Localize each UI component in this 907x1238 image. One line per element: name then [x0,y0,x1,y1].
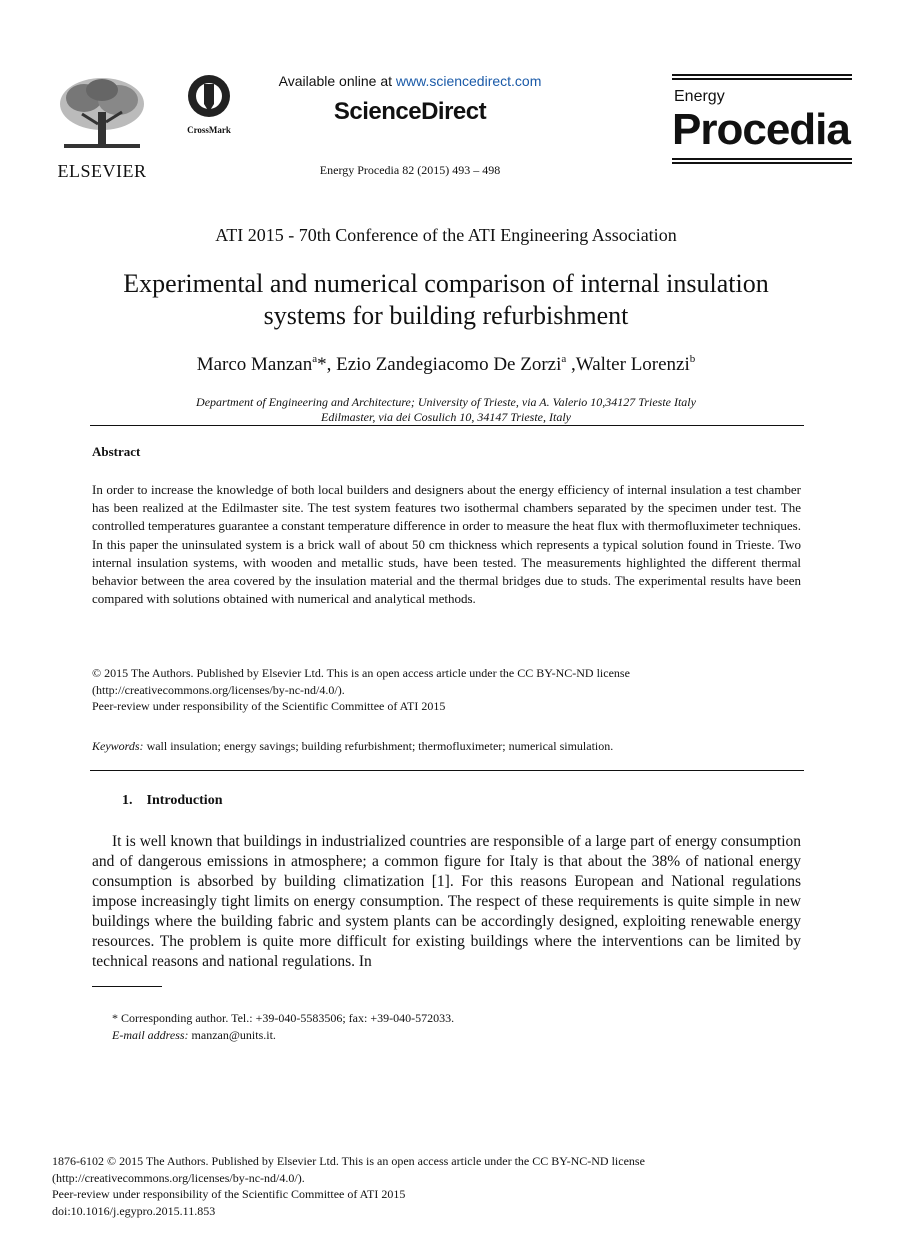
introduction-paragraph: It is well known that buildings in industrialized countries are responsible of a large part of energy consumption and of dangerous emissions in atmosphere; a common figure for Italy is that about the 38% of national energy consumption is absorbed by building climatization [1]. For this reasons European and National regulations impose increasingly tight limits on energy consumption. The respect of these requirements is quite simple in new buildings where the building fabric and system plants can be accordingly designed, exploiting renewable energy resources. The problem is quite more difficult for existing buildings where the interventions can be limited by technical reasons and national regulations. In [92,833,801,970]
journal-citation: Energy Procedia 82 (2015) 493 – 498 [319,163,501,177]
affiliation-a: Department of Engineering and Architecture; University of Trieste, via A. Valerio 10,34127 Trieste Italy [196,395,696,409]
author-affil-sup: a [561,353,567,365]
logo-top-bar [672,74,852,76]
section-title: Introduction [146,793,223,808]
energy-procedia-logo [672,74,852,166]
license-link[interactable]: (http://creativecommons.org/licenses/by-nc-nd/4.0/). [92,682,345,697]
available-prefix: Available online at [278,73,396,89]
author-list [90,353,802,376]
title-line-1: Experimental and numerical comparison of internal insulation [123,269,769,298]
logo-bottom-bar [672,158,852,160]
elsevier-logo [52,74,152,181]
conference-name: ATI 2015 - 70th Conference of the ATI Engineering Association [215,225,677,245]
logo-top-bar-2 [672,78,852,80]
abstract-heading: Abstract [92,444,141,459]
email-label: E-mail address: [112,1028,189,1042]
crossmark-icon [187,74,231,118]
elsevier-tree-icon [54,74,150,154]
sciencedirect-url-link[interactable]: www.sciencedirect.com [395,73,542,89]
author-affil-sup: b [689,353,696,365]
footnote-email [112,1028,276,1043]
author-name: Marco Manzan [196,354,313,375]
bottom-license-link[interactable]: (http://creativecommons.org/licenses/by-nc-nd/4.0/). [52,1170,305,1185]
abstract-text: In order to increase the knowledge of both local builders and designers about the energy efficiency of internal insulation a test chamber has been realized at the Edilmaster site. The test system features two isothermal chambers separated by the specimen under test. The controlled temperatures guarantee a constant temperature difference in order to measure the heat flux with thermofluximeter techniques. In this paper the uninsulated system is a brick wall of about 50 cm thickness which represents a typical solution found in Trieste. Two internal insulation systems, with wooden and metallic studs, have been tested. The measurements highlighted the different thermal behavior between the area covered by the insulation material and the thermal bridges due to studs. The experimental results have been compared with solutions obtained with numerical and analytical methods. [92,482,801,607]
bottom-peer-review: Peer-review under responsibility of the Scientific Committee of ATI 2015 [52,1187,406,1202]
sciencedirect-brand: ScienceDirect [333,98,487,125]
license-line-1: © 2015 The Authors. Published by Elsevier Ltd. This is an open access article under the CC BY-NC-ND license [92,666,630,680]
journal-big-name: Procedia [672,105,850,154]
author-name: Ezio Zandegiacomo De Zorzi [336,354,562,375]
keywords-label: Keywords: [92,739,144,753]
footnote-divider [92,986,162,987]
footnote-corresponding: * Corresponding author. Tel.: +39-040-5583506; fax: +39-040-572033. [112,1011,455,1025]
author-suffix: , [566,354,576,375]
paper-title [80,268,812,332]
issn-license-line: 1876-6102 © 2015 The Authors. Published by Elsevier Ltd. This is an open access article under the CC BY-NC-ND license [52,1154,645,1168]
affiliation-b: Edilmaster, via dei Cosulich 10, 34147 Trieste, Italy [321,410,571,424]
title-line-2: systems for building refurbishment [263,301,629,330]
bottom-license-block [52,1153,732,1219]
keywords-list: wall insulation; energy savings; building refurbishment; thermofluximeter; numerical simulation. [143,739,614,753]
crossmark-label: CrossMark [187,125,231,135]
keywords-divider [90,770,804,771]
peer-review-line: Peer-review under responsibility of the Scientific Committee of ATI 2015 [92,699,446,714]
header-divider [90,425,804,426]
crossmark-logo[interactable] [180,74,238,135]
license-block [92,665,801,715]
section-heading-introduction [122,793,222,809]
logo-bottom-bar-2 [672,162,852,164]
author-name: Walter Lorenzi [575,354,690,375]
author-affil-sup: a [312,353,318,365]
keywords-line [92,738,801,755]
section-number: 1. [122,793,133,808]
doi-link[interactable]: doi:10.1016/j.egypro.2015.11.853 [52,1203,216,1218]
journal-small-name: Energy [674,88,725,105]
available-online [240,73,580,89]
author-suffix: *, [317,354,337,375]
elsevier-wordmark: ELSEVIER [57,161,147,181]
email-address-link[interactable]: manzan@units.it. [188,1028,276,1042]
